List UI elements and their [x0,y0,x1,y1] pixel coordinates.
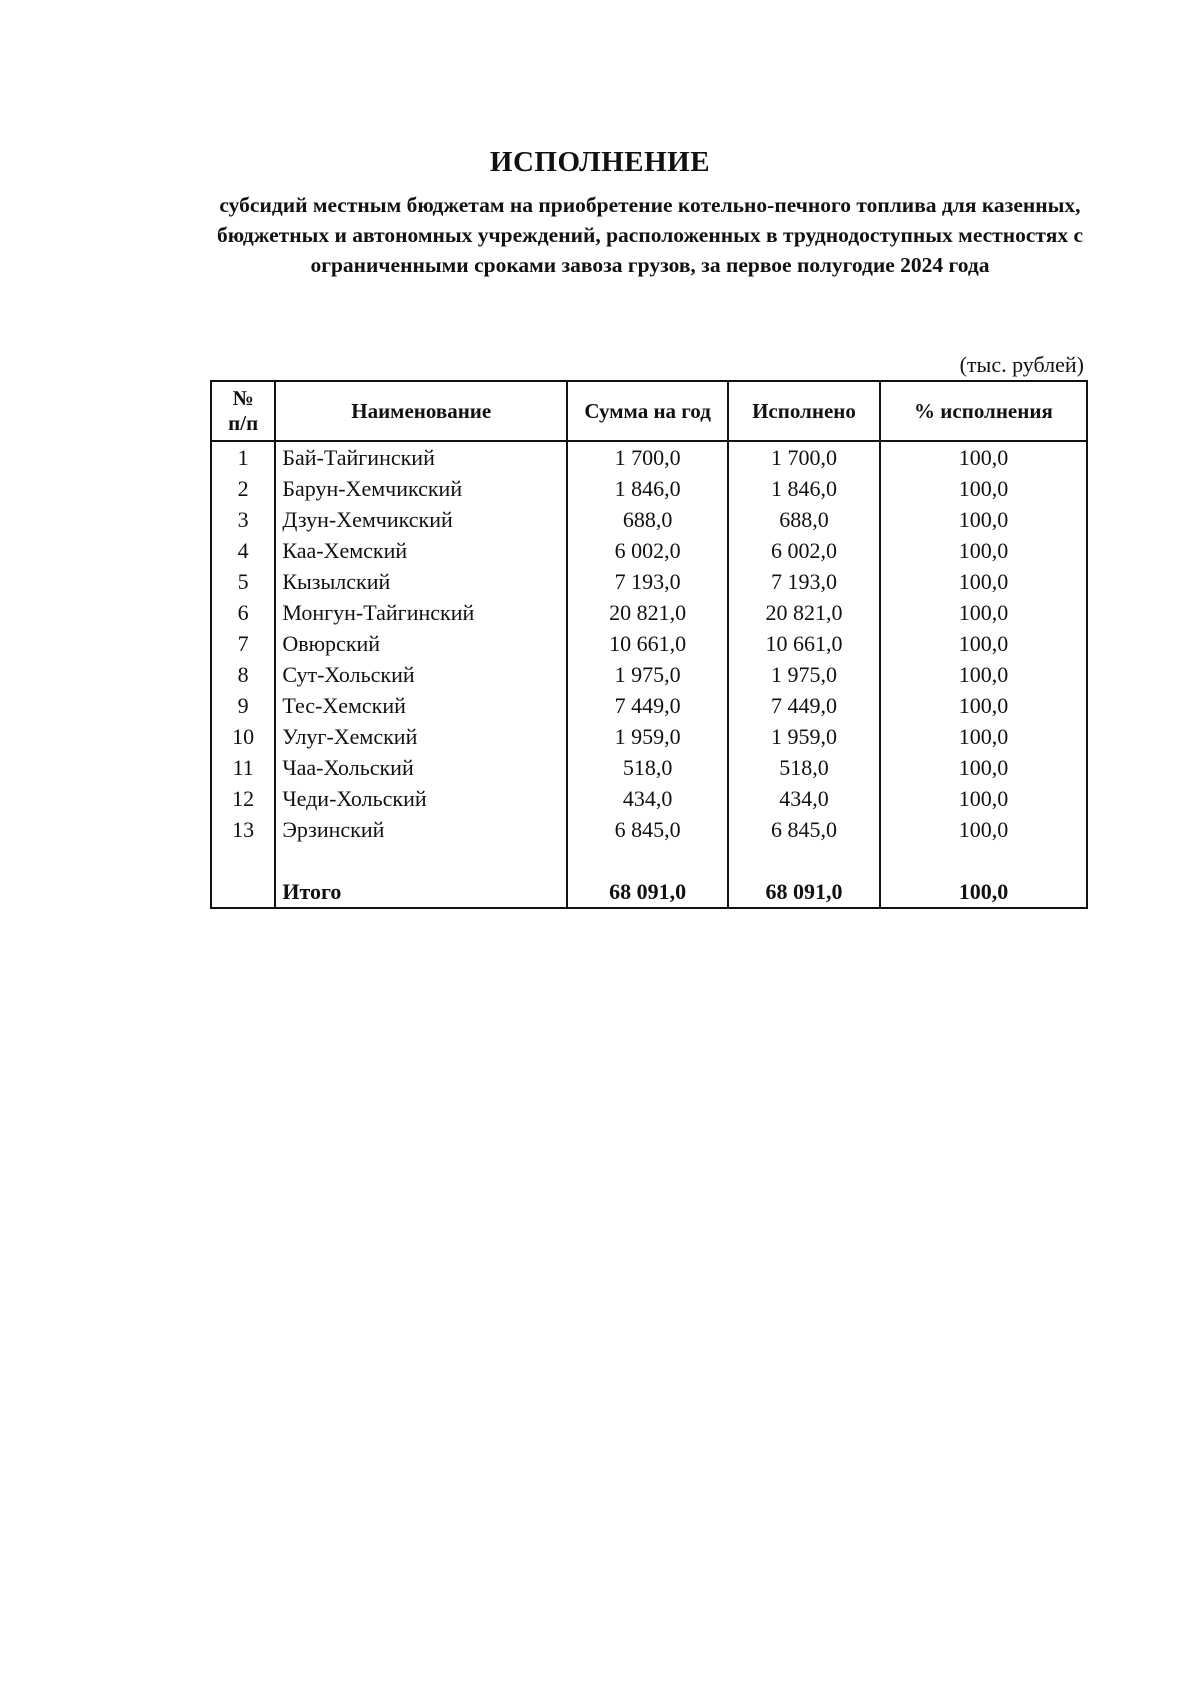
row-name: Улуг-Хемский [275,721,567,752]
row-done: 6 002,0 [728,535,880,566]
execution-table [210,380,1088,909]
row-pct: 100,0 [880,721,1087,752]
row-plan: 518,0 [567,752,728,783]
row-plan: 7 193,0 [567,566,728,597]
header-row [211,381,1087,441]
row-done: 10 661,0 [728,628,880,659]
row-pct: 100,0 [880,690,1087,721]
row-name: Каа-Хемский [275,535,567,566]
row-num: 1 [211,441,275,473]
total-row [211,876,1087,908]
table-row [211,814,1087,845]
row-name: Монгун-Тайгинский [275,597,567,628]
table-row [211,752,1087,783]
row-num: 7 [211,628,275,659]
row-num: 8 [211,659,275,690]
header-name: Наименование [275,381,567,441]
row-num: 6 [211,597,275,628]
spacer-cell [567,845,728,876]
header-num-line2: п/п [228,411,259,435]
row-name: Овюрский [275,628,567,659]
row-done: 7 193,0 [728,566,880,597]
units-label: (тыс. рублей) [959,352,1084,377]
row-num: 2 [211,473,275,504]
spacer-cell [211,845,275,876]
header-num [211,381,275,441]
row-pct: 100,0 [880,535,1087,566]
row-num: 12 [211,783,275,814]
row-num: 11 [211,752,275,783]
row-plan: 1 700,0 [567,441,728,473]
row-name: Сут-Хольский [275,659,567,690]
row-pct: 100,0 [880,628,1087,659]
row-name: Дзун-Хемчикский [275,504,567,535]
row-done: 1 846,0 [728,473,880,504]
row-name: Бай-Тайгинский [275,441,567,473]
row-plan: 688,0 [567,504,728,535]
row-plan: 1 846,0 [567,473,728,504]
table-row [211,473,1087,504]
table-row [211,566,1087,597]
row-pct: 100,0 [880,441,1087,473]
row-done: 20 821,0 [728,597,880,628]
row-done: 434,0 [728,783,880,814]
row-done: 6 845,0 [728,814,880,845]
row-name: Эрзинский [275,814,567,845]
row-pct: 100,0 [880,814,1087,845]
total-pct: 100,0 [880,876,1087,908]
row-name: Тес-Хемский [275,690,567,721]
table-row [211,690,1087,721]
row-plan: 6 845,0 [567,814,728,845]
table-row [211,597,1087,628]
spacer-cell [275,845,567,876]
row-num: 10 [211,721,275,752]
header-plan: Сумма на год [567,381,728,441]
row-plan: 1 975,0 [567,659,728,690]
row-done: 1 975,0 [728,659,880,690]
spacer-cell [728,845,880,876]
table-row [211,721,1087,752]
table-row [211,628,1087,659]
row-plan: 20 821,0 [567,597,728,628]
document-subtitle: субсидий местным бюджетам на приобретение котельно-печного топлива для казенных, бюджетных и автономных учреждений, расположенных в труднодоступных местностях с ограниченными сроками завоза грузов, за первое полугодие 2024 года [216,193,1083,277]
row-num: 5 [211,566,275,597]
document-title: ИСПОЛНЕНИЕ [489,146,711,178]
row-name: Чеди-Хольский [275,783,567,814]
row-done: 7 449,0 [728,690,880,721]
row-plan: 7 449,0 [567,690,728,721]
row-pct: 100,0 [880,659,1087,690]
table-row [211,535,1087,566]
row-plan: 1 959,0 [567,721,728,752]
table-row [211,783,1087,814]
row-done: 1 959,0 [728,721,880,752]
total-label: Итого [275,876,567,908]
total-num-cell [211,876,275,908]
row-done: 518,0 [728,752,880,783]
row-plan: 434,0 [567,783,728,814]
row-plan: 6 002,0 [567,535,728,566]
row-pct: 100,0 [880,752,1087,783]
row-num: 9 [211,690,275,721]
row-pct: 100,0 [880,783,1087,814]
total-done: 68 091,0 [728,876,880,908]
row-done: 688,0 [728,504,880,535]
table-header [211,381,1087,441]
total-plan: 68 091,0 [567,876,728,908]
row-plan: 10 661,0 [567,628,728,659]
table-row [211,659,1087,690]
table-body [211,441,1087,908]
row-num: 13 [211,814,275,845]
row-done: 1 700,0 [728,441,880,473]
row-name: Кызылский [275,566,567,597]
header-done: Исполнено [728,381,880,441]
table-row [211,441,1087,473]
row-name: Барун-Хемчикский [275,473,567,504]
spacer-row [211,845,1087,876]
row-pct: 100,0 [880,597,1087,628]
row-name: Чаа-Хольский [275,752,567,783]
row-num: 3 [211,504,275,535]
table-row [211,504,1087,535]
row-num: 4 [211,535,275,566]
row-pct: 100,0 [880,473,1087,504]
spacer-cell [880,845,1087,876]
header-num-line1: № [232,386,254,410]
row-pct: 100,0 [880,566,1087,597]
header-pct: % исполнения [880,381,1087,441]
row-pct: 100,0 [880,504,1087,535]
